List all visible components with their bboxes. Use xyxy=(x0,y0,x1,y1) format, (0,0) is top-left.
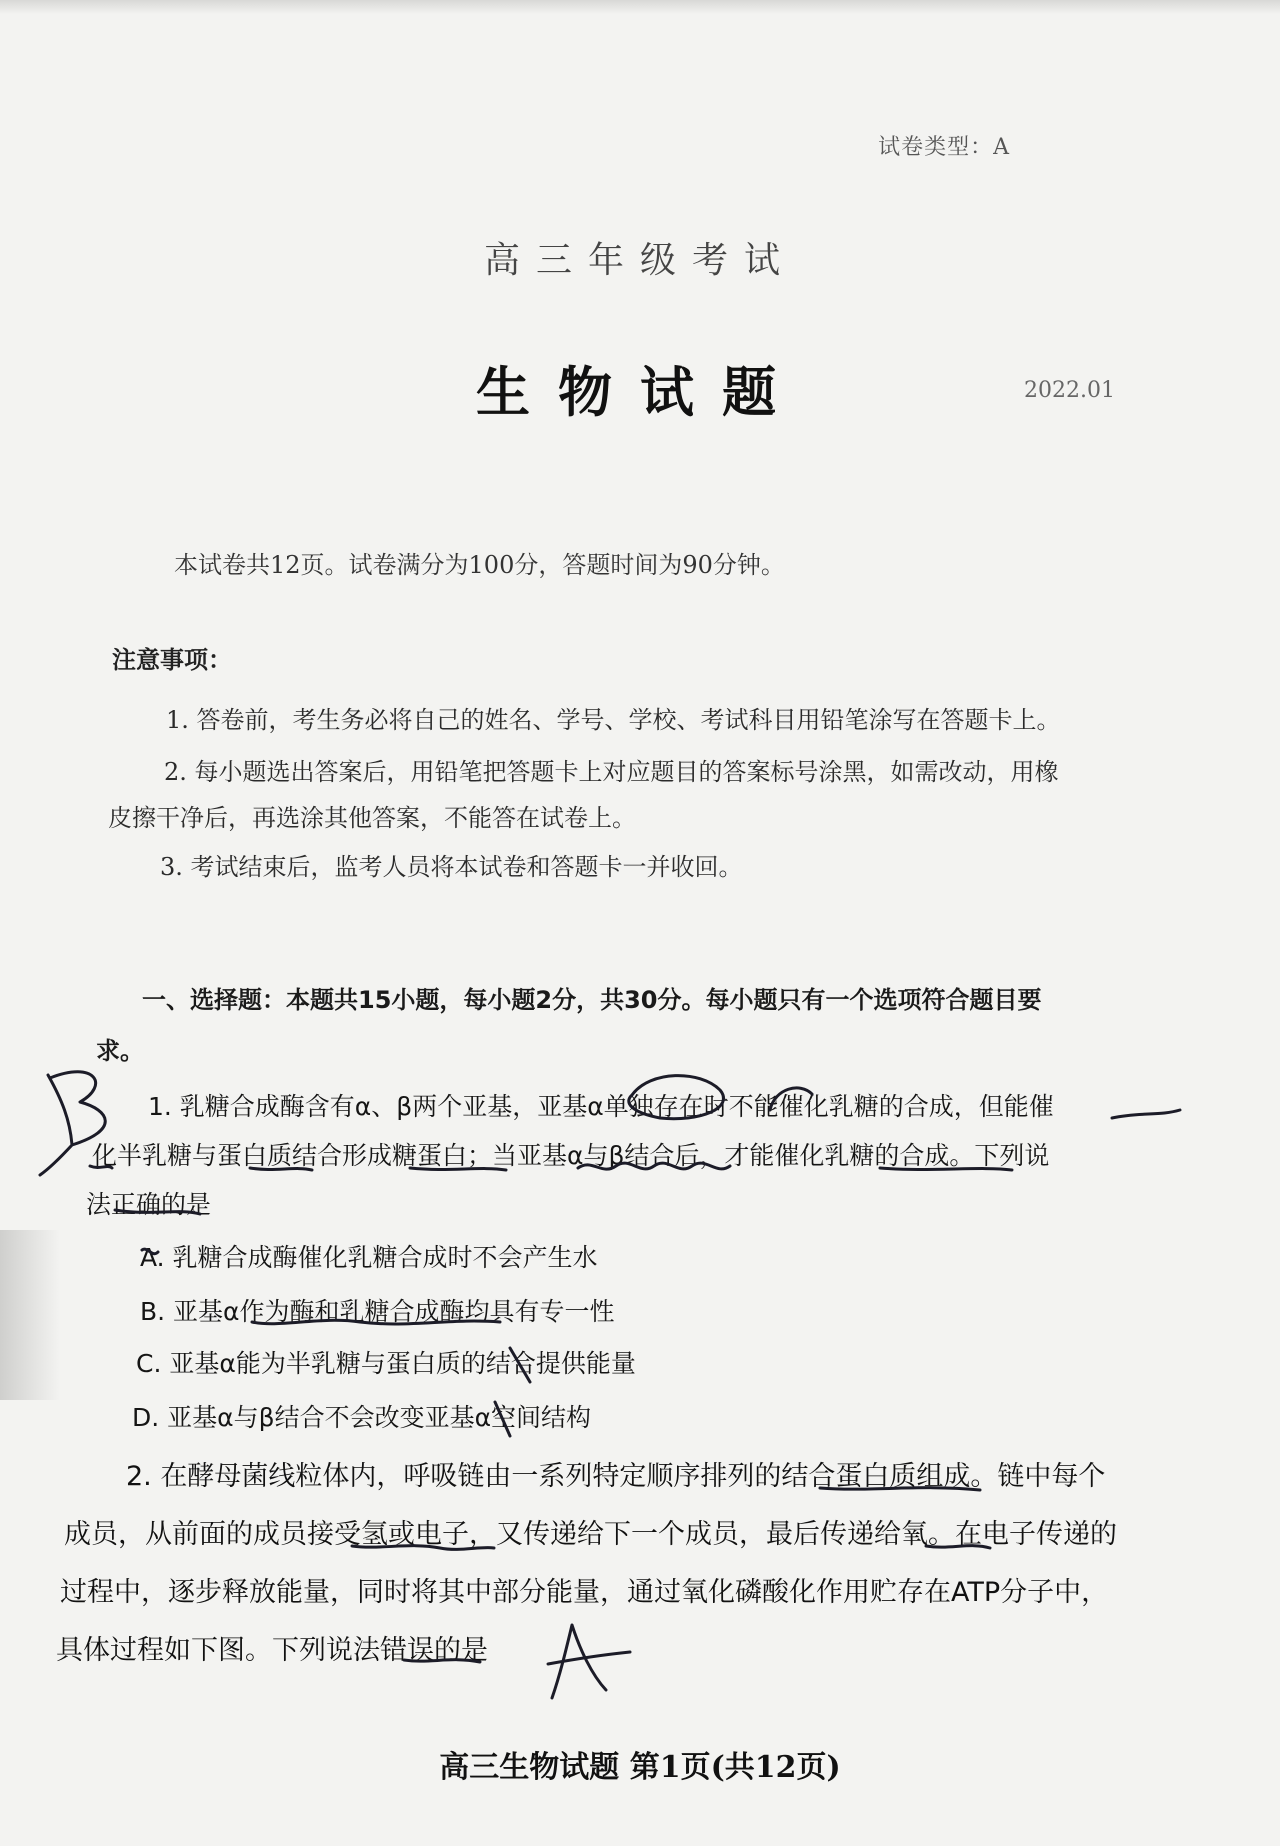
question1-option-a: A. 乳糖合成酶催化乳糖合成时不会产生水 xyxy=(140,1243,598,1272)
exam-title: 高三年级考试 xyxy=(483,240,796,281)
section-heading: 一、选择题：本题共15小题，每小题2分，共30分。每小题只有一个选项符合题目要 xyxy=(142,986,1042,1014)
question1-option-c: C. 亚基α能为半乳糖与蛋白质的结合提供能量 xyxy=(136,1349,636,1378)
scan-left-shadow xyxy=(0,1230,60,1400)
question1-line-1: 1. 乳糖合成酶含有α、β两个亚基，亚基α单独存在时不能催化乳糖的合成，但能催 xyxy=(148,1092,1054,1121)
question2-line-4: 具体过程如下图。下列说法错误的是 xyxy=(56,1635,488,1666)
scan-top-edge xyxy=(0,0,1280,14)
notice-item-2-cont: 皮擦干净后，再选涂其他答案，不能答在试卷上。 xyxy=(108,804,636,832)
question1-line-3: 法正确的是 xyxy=(86,1190,212,1219)
question2-line-3: 过程中，逐步释放能量，同时将其中部分能量，通过氧化磷酸化作用贮存在ATP分子中， xyxy=(60,1577,1109,1608)
question1-line-2: 化半乳糖与蛋白质结合形成糖蛋白；当亚基α与β结合后，才能催化乳糖的合成。下列说 xyxy=(92,1141,1050,1170)
question2-line-1: 2. 在酵母菌线粒体内，呼吸链由一系列特定顺序排列的结合蛋白质组成。链中每个 xyxy=(126,1461,1106,1492)
section-heading-cont: 求。 xyxy=(96,1037,144,1065)
intro-text: 本试卷共12页。试卷满分为100分，答题时间为90分钟。 xyxy=(174,551,785,579)
notice-heading: 注意事项： xyxy=(112,646,232,674)
question2-line-2: 成员，从前面的成员接受氢或电子，又传递给下一个成员，最后传递给氧。在电子传递的 xyxy=(64,1519,1117,1550)
subject-title: 生物试题 xyxy=(476,360,804,424)
notice-item-2: 2. 每小题选出答案后，用铅笔把答题卡上对应题目的答案标号涂黑，如需改动，用橡 xyxy=(164,758,1059,786)
notice-item-1: 1. 答卷前，考生务必将自己的姓名、学号、学校、考试科目用铅笔涂写在答题卡上。 xyxy=(166,706,1061,734)
exam-date: 2022.01 xyxy=(1024,378,1115,403)
question1-option-d: D. 亚基α与β结合不会改变亚基α空间结构 xyxy=(132,1403,592,1432)
handwritten-answer-a-mark xyxy=(548,1625,630,1698)
paper-type-label: 试卷类型：A xyxy=(878,135,1010,160)
question1-option-b: B. 亚基α作为酶和乳糖合成酶均具有专一性 xyxy=(140,1297,615,1326)
page-footer: 高三生物试题 第1页(共12页) xyxy=(439,1750,841,1785)
q1-underline-cuihua xyxy=(1112,1110,1180,1118)
notice-item-3: 3. 考试结束后，监考人员将本试卷和答题卡一并收回。 xyxy=(160,853,743,881)
